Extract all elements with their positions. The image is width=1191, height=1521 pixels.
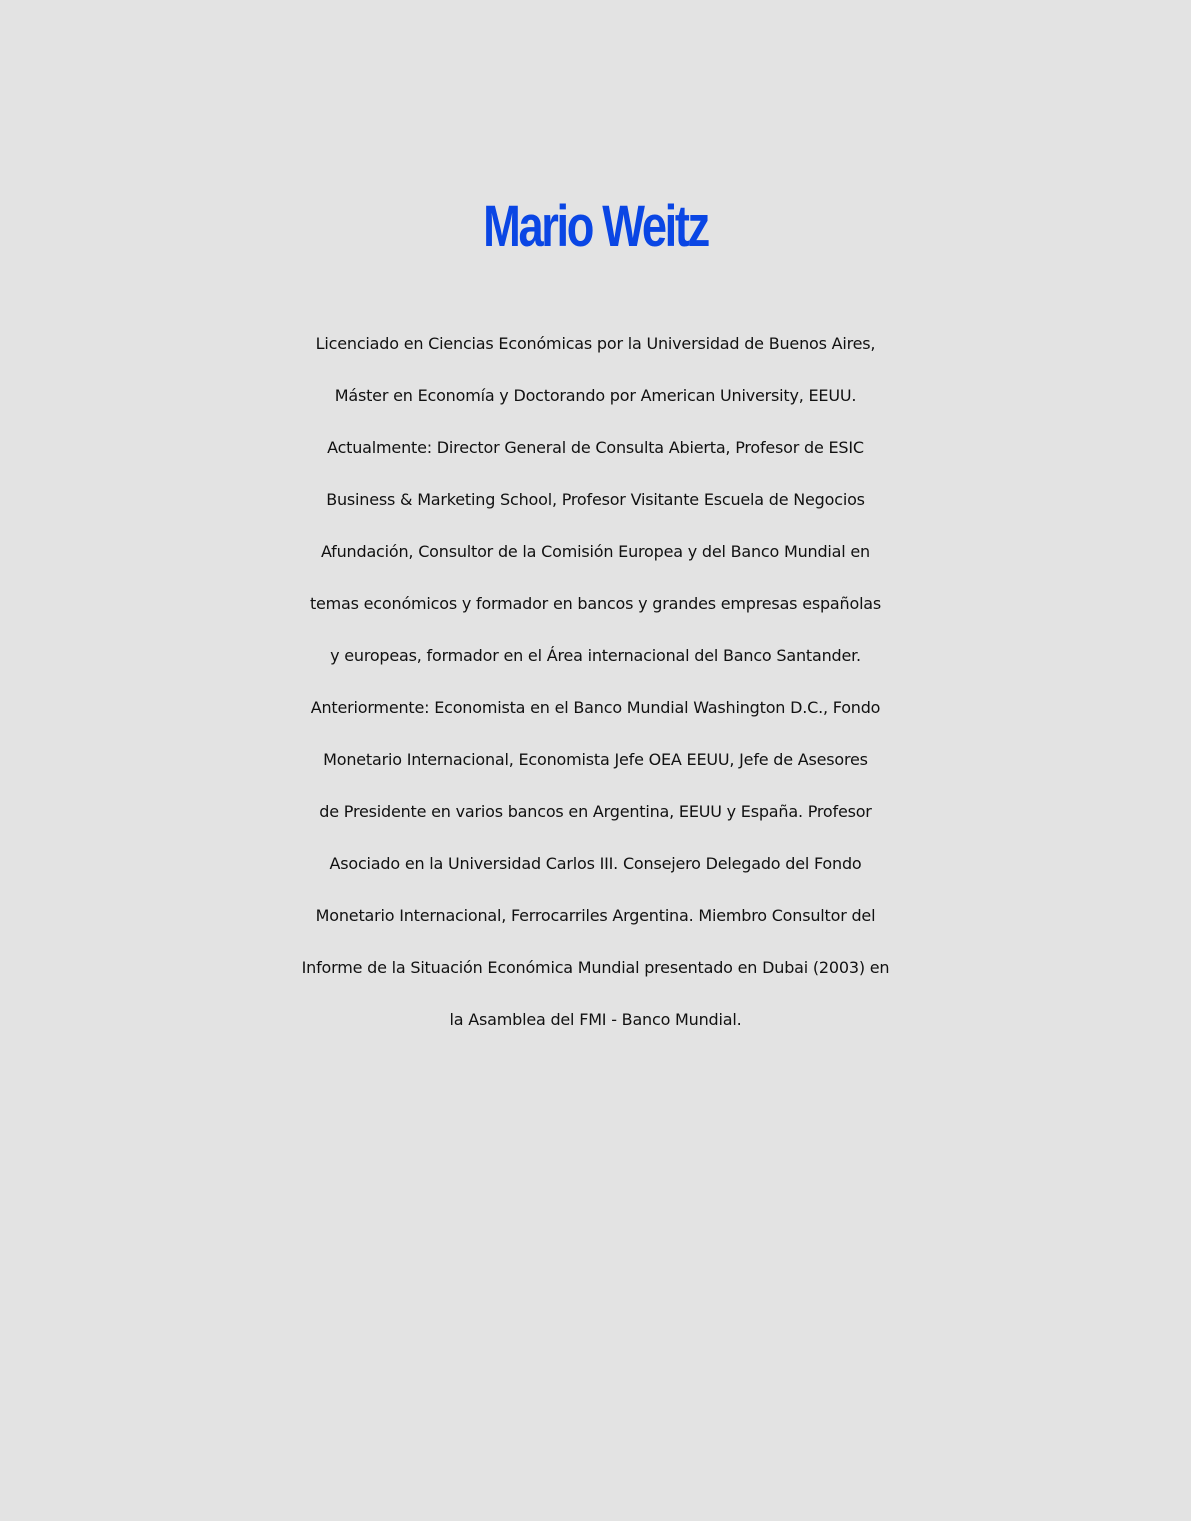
bio-line: Monetario Internacional, Ferrocarriles Argentina. Miembro Consultor del — [315, 906, 876, 925]
bio-line: Afundación, Consultor de la Comisión Europea y del Banco Mundial en — [321, 542, 870, 561]
person-name-heading: Mario Weitz — [483, 194, 708, 259]
bio-line: Anteriormente: Economista en el Banco Mundial Washington D.C., Fondo — [310, 698, 881, 717]
bio-line: Máster en Economía y Doctorando por American University, EEUU. — [334, 386, 857, 405]
bio-line: temas económicos y formador en bancos y grandes empresas españolas — [309, 594, 882, 613]
bio-line: Licenciado en Ciencias Económicas por la Universidad de Buenos Aires, — [315, 334, 876, 353]
biography-text — [0, 318, 1191, 1046]
bio-line: de Presidente en varios bancos en Argentina, EEUU y España. Profesor — [319, 802, 872, 821]
bio-line: Actualmente: Director General de Consulta Abierta, Profesor de ESIC — [327, 438, 864, 457]
bio-line: la Asamblea del FMI - Banco Mundial. — [449, 1010, 742, 1029]
bio-line: Monetario Internacional, Economista Jefe OEA EEUU, Jefe de Asesores — [323, 750, 868, 769]
bio-line: Business & Marketing School, Profesor Visitante Escuela de Negocios — [326, 490, 865, 509]
bio-line: y europeas, formador en el Área internacional del Banco Santander. — [330, 646, 861, 665]
bio-line: Informe de la Situación Económica Mundial presentado en Dubai (2003) en — [301, 958, 890, 977]
bio-line: Asociado en la Universidad Carlos III. Consejero Delegado del Fondo — [329, 854, 862, 873]
